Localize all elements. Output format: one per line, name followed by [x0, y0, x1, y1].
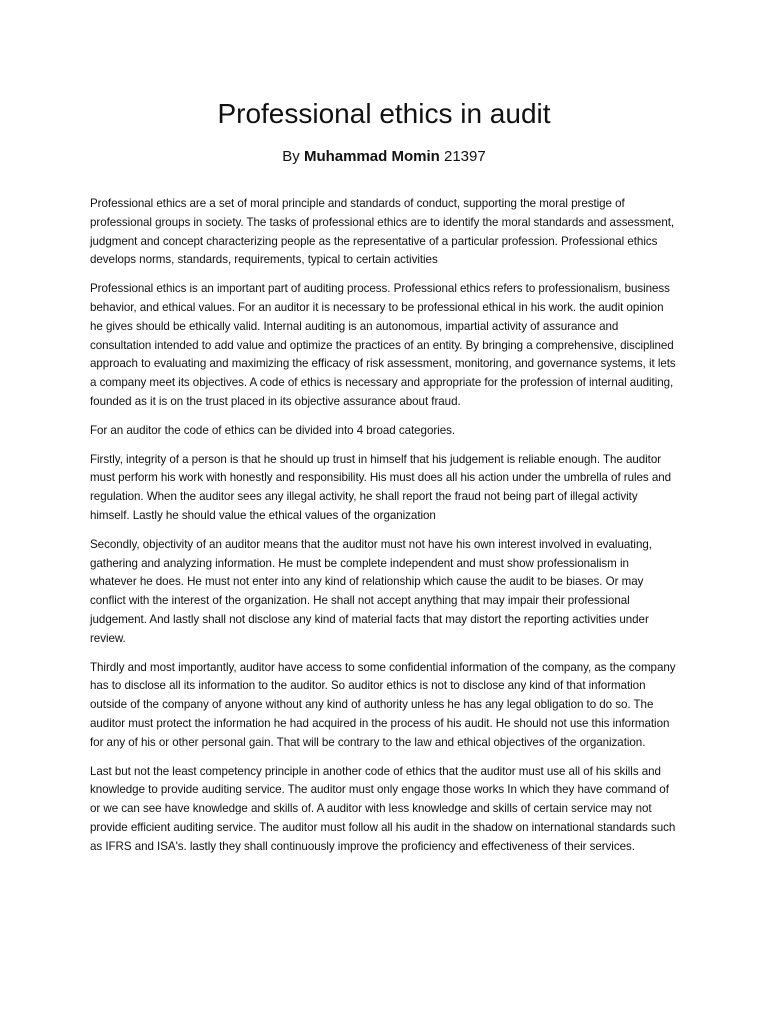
- paragraph-integrity: Firstly, integrity of a person is that he should up trust in himself that his judgement is reliable enough. The auditor must perform his work with honestly and responsibility. His must does all his action under the umbrella of rules and regulation. When the auditor sees any illegal activity, he shall report the fraud not being part of illegal activity himself. Lastly he should value the ethical values of the organization: [90, 452, 672, 522]
- author-name: Muhammad Momin: [303, 148, 440, 165]
- paragraph-competency: Last but not the least competency principle in another code of ethics that the auditor must use all of his skills and knowledge to provide auditing service. The auditor must only engage those works In which they have command of or we can see have knowledge and skills of. A auditor with less knowledge and skills of certain service may not provide efficient auditing service. The auditor must follow all his audit in the shadow on international standards such as IFRS and ISA's. lastly they shall continuously improve the proficiency and effectiveness of their services.: [90, 764, 676, 853]
- paragraph-confidentiality: Thirdly and most importantly, auditor have access to some confidential information of the company, as the company has to disclose all its information to the auditor. So auditor ethics is not to disclose any kind of that information outside of the company of anyone without any kind of authority unless he has any legal obligation to do so. The auditor must protect the information he had acquired in the process of his audit. He should not use this information for any of his or other personal gain. That will be contrary to the law and ethical objectives of the organization.: [90, 660, 676, 749]
- paragraph-auditing-ethics: Professional ethics is an important part of auditing process. Professional ethics refers to professionalism, business behavior, and ethical values. For an auditor it is necessary to be professional ethical in his work. the audit opinion he gives should be ethically valid. Internal auditing is an autonomous, impartial activity of assurance and consultation intended to add value and optimize the practices of an entity. By bringing a comprehensive, disciplined approach to evaluating and maximizing the efficacy of risk assessment, monitoring, and governance systems, it lets a company meet its objectives. A code of ethics is necessary and appropriate for the profession of internal auditing, founded as it is on the trust placed in its objective assurance about fraud.: [90, 282, 676, 408]
- paragraph-categories: For an auditor the code of ethics can be divided into 4 broad categories.: [90, 423, 456, 437]
- paragraph-objectivity: Secondly, objectivity of an auditor means that the auditor must not have his own interest involved in evaluating, gathering and analyzing information. He must be complete independent and must show professionalism in whatever he does. He must not enter into any kind of relationship which cause the audit to be biases. Or may conflict with the interest of the organization. He shall not accept anything that may impair their professional judgement. And lastly shall not disclose any kind of material facts that may distort the reporting activities under review.: [90, 537, 652, 645]
- document-title: Professional ethics in audit: [217, 98, 551, 129]
- author-id: 21397: [443, 148, 486, 165]
- byline: [90, 147, 678, 167]
- byline-prefix: By: [282, 148, 300, 165]
- paragraph-definition: Professional ethics are a set of moral principle and standards of conduct, supporting the moral prestige of professional groups in society. The tasks of professional ethics are to identify the moral standards and assessment, judgment and concept characterizing people as the representative of a particular profession. Professional ethics develops norms, standards, requirements, typical to certain activities: [90, 197, 675, 267]
- document-body: [90, 195, 678, 857]
